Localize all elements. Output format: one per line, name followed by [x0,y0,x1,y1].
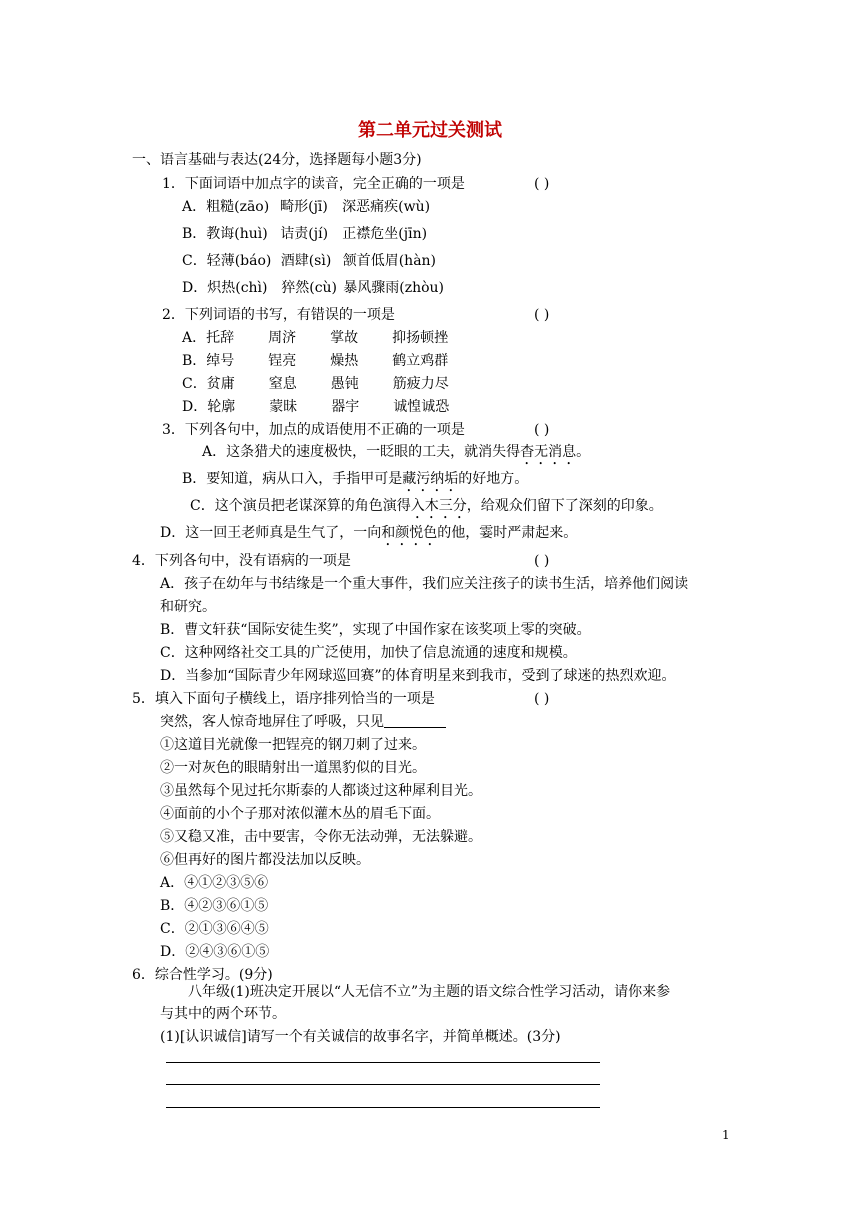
option-row [202,442,590,468]
word: 畸形(jī) [280,199,328,215]
sentence-item: ③虽然每个见过托尔斯泰的人都谈过这种犀利目光。 [160,783,482,799]
option-text: B．④②③⑥①⑤ [160,898,269,914]
option-text: B．要知道，病从口入，手指甲可是 [182,471,403,487]
word: 轻薄(báo) [206,253,272,269]
sentence-item: ②一对灰色的眼睛射出一道黑豹似的目光。 [160,760,426,776]
option-label: C． [182,376,207,392]
question-5-stem: 5．填入下面句子横线上，语序排列恰当的一项是 [132,691,435,707]
answer-paren: ( ) [534,553,550,569]
word: 托辞 [206,330,235,346]
option-text: C．这种网络社交工具的广泛使用，加快了信息流通的速度和规模。 [160,645,577,661]
option-text: D．这一回王老师真是生气了，一向 [160,525,382,541]
word: 绰号 [206,353,235,369]
answer-paren: ( ) [534,691,550,707]
word: 颔首低眉(hàn) [342,253,437,269]
option-text: 和研究。 [160,599,216,615]
option-text: C．②①③⑥④⑤ [160,921,269,937]
page-number: 1 [722,1128,730,1142]
answer-paren: ( ) [534,307,550,323]
option-text: 的他，霎时严肃起来。 [437,525,578,541]
option-row [182,278,444,298]
word: 蒙昧 [269,399,298,415]
answer-line[interactable] [166,1062,600,1063]
option-row [182,224,427,244]
word: 轮廓 [207,399,236,415]
option-text: B．曹文轩获“国际安徒生奖”，实现了中国作家在该奖项上零的突破。 [160,622,591,638]
dotted-idiom: 藏污纳垢 [402,471,459,487]
word: 器宇 [331,399,360,415]
option-row [160,523,577,549]
option-row [182,251,436,271]
option-label: C． [182,253,207,269]
word: 酒肆(sì) [280,253,332,269]
option-row [182,397,449,417]
question-3-stem: 3．下列各句中，加点的成语使用不正确的一项是 [162,422,465,438]
question-2-stem: 2．下列词语的书写，有错误的一项是 [162,307,395,323]
answer-line[interactable] [166,1107,600,1108]
dotted-idiom: 杳无消息 [520,444,577,460]
sentence-item: ⑤又稳又准，击中要害，令你无法动弹，无法躲避。 [160,829,482,845]
option-row [190,496,663,522]
answer-paren: ( ) [534,176,550,192]
option-row [182,469,528,495]
option-label: B． [182,226,207,242]
word: 燥热 [330,353,359,369]
option-text: D．②④③⑥①⑤ [160,944,270,960]
paragraph-line: 八年级(1)班决定开展以“人无信不立”为主题的语文综合性学习活动，请你来参 [188,984,671,1000]
option-text: 的好地方。 [458,471,529,487]
dotted-idiom: 入木三分 [410,498,467,514]
word: 筋疲力尽 [392,376,449,392]
sentence-item: ⑥但再好的图片都没法加以反映。 [160,852,370,868]
word: 炽热(chì) [207,280,268,296]
sentence-item: ①这道目光就像一把锃亮的钢刀刺了过来。 [160,737,426,753]
word: 愚钝 [330,376,359,392]
question-6-stem: 6．综合性学习。(9分) [132,967,273,983]
word: 锃亮 [268,353,297,369]
word: 窒息 [268,376,297,392]
question-1-stem: 1．下面词语中加点字的读音，完全正确的一项是 [162,176,465,192]
word: 诚惶诚恐 [393,399,450,415]
lead-text: 突然，客人惊奇地屏住了呼吸，只见 [160,714,384,730]
paragraph-line: 与其中的两个环节。 [160,1006,286,1022]
word: 贫庸 [206,376,235,392]
option-text: ，给观众们留下了深刻的印象。 [466,498,663,514]
word: 教诲(huì) [206,226,268,242]
word: 暴风骤雨(zhòu) [343,280,444,296]
option-row [182,351,448,371]
word: 鹤立鸡群 [392,353,449,369]
option-text: A．④①②③⑤⑥ [160,875,269,891]
word: 周济 [268,330,297,346]
option-text: A．这条猎犬的速度极快，一眨眼的工夫，就消失得 [202,444,521,460]
section-heading: 一、语言基础与表达(24分，选择题每小题3分) [132,152,422,168]
word: 猝然(cù) [281,280,338,296]
answer-line[interactable] [166,1084,600,1085]
option-text: A．孩子在幼年与书结缘是一个重大事件，我们应关注孩子的读书生活，培养他们阅读 [160,576,689,592]
option-row [182,328,448,348]
option-label: D． [182,280,208,296]
sentence-item: ④面前的小个子那对浓似灌木丛的眉毛下面。 [160,806,440,822]
answer-paren: ( ) [534,422,550,438]
option-label: A． [182,330,207,346]
fill-blank [384,713,446,728]
word: 正襟危坐(jīn) [342,226,428,242]
lead-sentence [160,712,446,732]
question-4-stem: 4．下列各句中，没有语病的一项是 [132,553,351,569]
option-label: A． [182,199,207,215]
option-text: 。 [576,444,591,460]
option-text: C．这个演员把老谋深算的角色演得 [190,498,411,514]
sub-question: (1)[认识诚信]请写一个有关诚信的故事名字，并简单概述。(3分) [160,1029,561,1045]
option-row [182,197,430,217]
option-row [182,374,449,394]
option-label: D． [182,399,208,415]
page-title: 第二单元过关测试 [358,120,502,141]
word: 抑扬顿挫 [392,330,449,346]
word: 诘责(jí) [280,226,329,242]
word: 掌故 [330,330,359,346]
option-text: D．当参加“国际青少年网球巡回赛”的体育明星来到我市，受到了球迷的热烈欢迎。 [160,668,676,684]
dotted-idiom: 和颜悦色 [381,525,438,541]
word: 粗糙(zāo) [206,199,270,215]
option-label: B． [182,353,207,369]
word: 深恶痛疾(wù) [342,199,431,215]
